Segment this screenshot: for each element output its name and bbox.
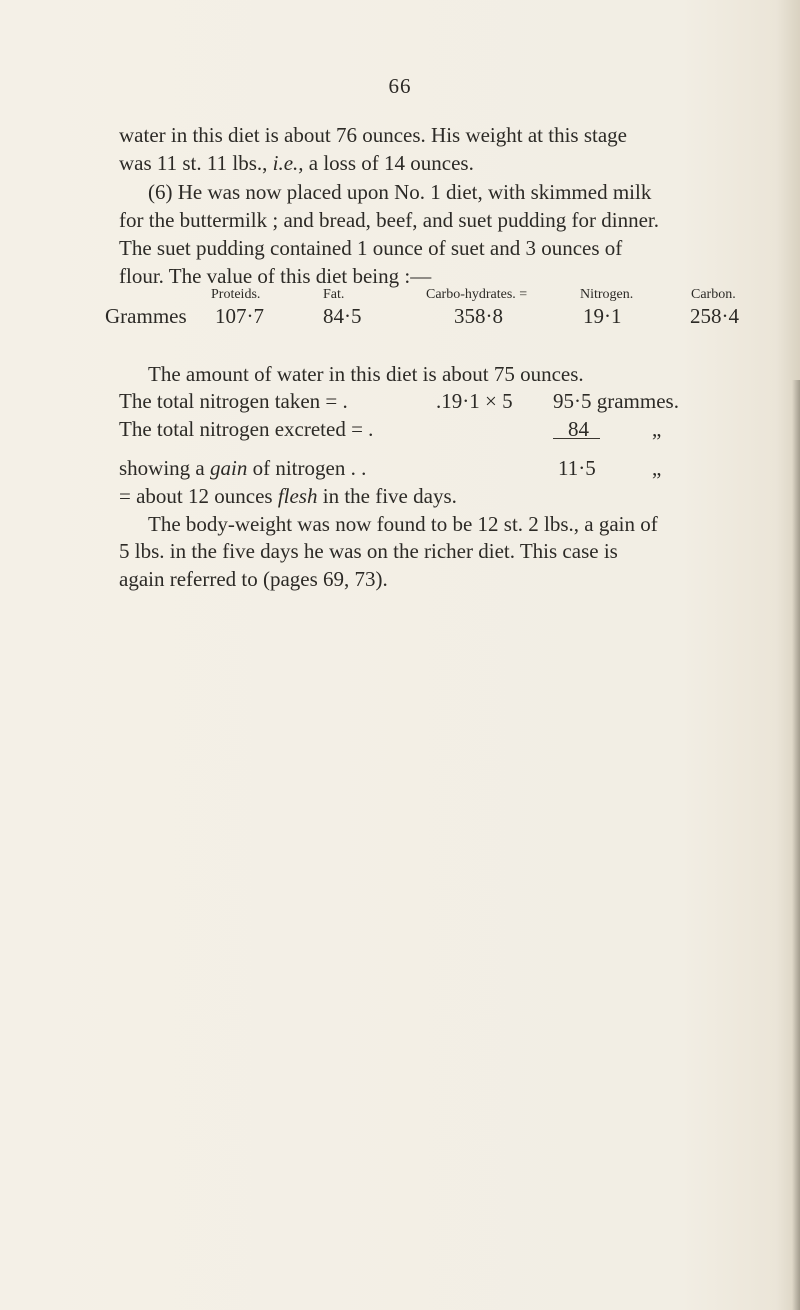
nitrogen-gain-value: 11·5	[558, 456, 596, 480]
text-line: 5 lbs. in the five days he was on the richer diet. This case is	[119, 539, 618, 563]
page-number: 66	[388, 74, 412, 98]
nitrogen-taken-value: 95·5 grammes.	[553, 389, 679, 413]
ditto-mark: „	[652, 417, 662, 441]
nitrogen-gain-label: showing a gain of nitrogen . .	[119, 456, 367, 480]
nitrogen-excreted-value: 84	[568, 417, 589, 441]
column-header: Fat.	[323, 287, 345, 302]
column-header: Carbon.	[691, 287, 736, 302]
text-line: for the buttermilk ; and bread, beef, and suet pudding for dinner.	[119, 208, 660, 232]
table-cell: 107·7	[215, 304, 264, 328]
text-line: again referred to (pages 69, 73).	[119, 567, 388, 591]
table-cell: 258·4	[690, 304, 739, 328]
nitrogen-taken-label: The total nitrogen taken = .	[119, 389, 348, 413]
text-line: The suet pudding contained 1 ounce of suet and 3 ounces of	[119, 236, 623, 260]
text-line: The body-weight was now found to be 12 st. 2 lbs., a gain of	[148, 512, 658, 536]
sum-rule	[553, 438, 600, 439]
column-header: Nitrogen.	[580, 287, 634, 302]
column-header: Carbo-hydrates. =	[426, 287, 528, 302]
text-line: (6) He was now placed upon No. 1 diet, with skimmed milk	[148, 180, 652, 204]
text-line: flour. The value of this diet being :—	[119, 264, 432, 288]
page-edge-shadow	[792, 380, 800, 1310]
text-line: The amount of water in this diet is about 75 ounces.	[148, 362, 584, 386]
text-line: was 11 st. 11 lbs., i.e., a loss of 14 ounces.	[119, 151, 474, 175]
table-cell: 19·1	[583, 304, 622, 328]
text-line: = about 12 ounces flesh in the five days.	[119, 484, 457, 508]
nitrogen-taken-expression: .19·1 × 5	[436, 389, 513, 413]
table-cell: 84·5	[323, 304, 362, 328]
ditto-mark: „	[652, 456, 662, 480]
row-label: Grammes	[105, 304, 187, 328]
column-header: Proteids.	[211, 287, 261, 302]
text-line: water in this diet is about 76 ounces. His weight at this stage	[119, 123, 627, 147]
diet-value-table	[105, 287, 759, 347]
table-cell: 358·8	[454, 304, 503, 328]
nitrogen-excreted-label: The total nitrogen excreted = .	[119, 417, 374, 441]
